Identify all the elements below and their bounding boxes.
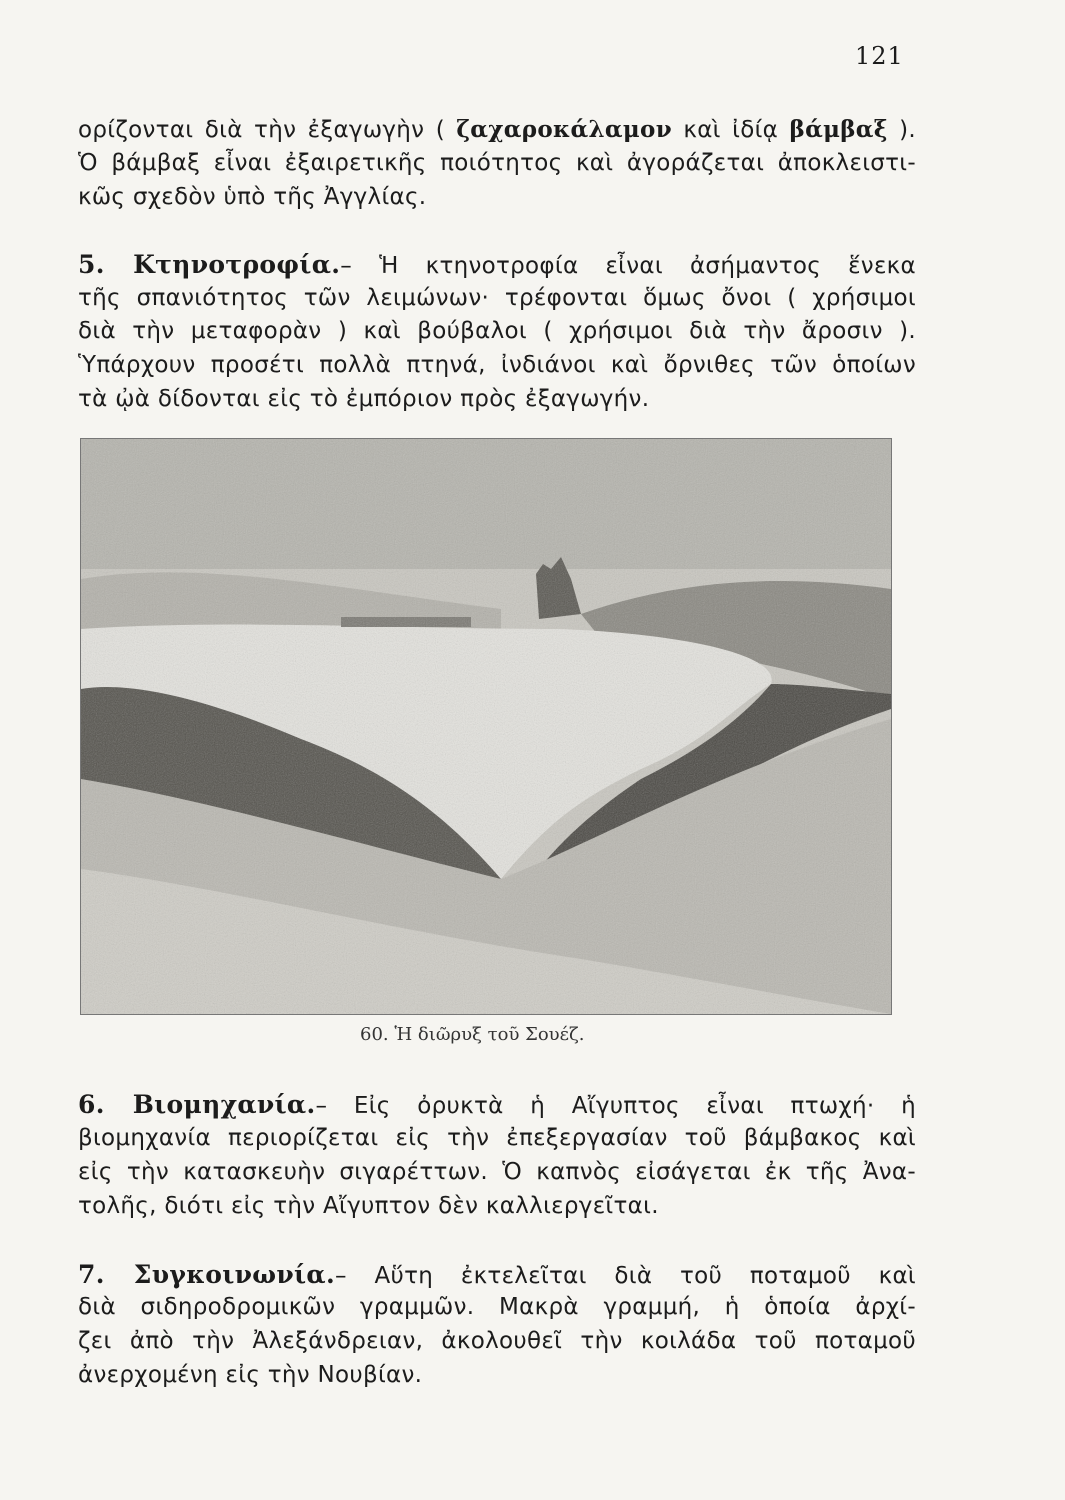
intro-text: καὶ ἰδίᾳ (671, 117, 790, 143)
section-5-text: – Ἡ κτηνοτροφία εἶναι ἀσήμαντος ἕνεκα (340, 253, 916, 279)
section-7-line-1 (78, 1262, 916, 1288)
section-6-line-2: βιομηχανία περιορίζεται εἰς τὴν ἐπεξεργασίαν τοῦ βάμβακος καὶ (78, 1125, 916, 1151)
section-7-heading: 7. Συγκοινωνία. (78, 1260, 335, 1289)
intro-text: ορίζονται διὰ τὴν ἐξαγωγὴν ( (78, 117, 457, 143)
bold-term-cotton: βάμβαξ (789, 116, 888, 143)
canal-landscape-illustration (81, 439, 891, 1014)
section-5-line-1 (78, 252, 916, 278)
section-5-line-2: τῆς σπανιότητος τῶν λειμώνων· τρέφονται ὅμως ὄνοι ( χρήσιμοι (78, 285, 916, 311)
intro-line-3: κῶς σχεδὸν ὑπὸ τῆς Ἀγγλίας. (78, 184, 427, 210)
photo-grain (81, 439, 891, 1014)
section-6-text: – Εἰς ὀρυκτὰ ἡ Αἴγυπτος εἶναι πτωχή· ἡ (315, 1093, 916, 1119)
bold-term-sugarcane: ζαχαροκάλαμον (456, 116, 672, 143)
section-7-line-4: ἀνερχομένη εἰς τὴν Νουβίαν. (78, 1362, 423, 1388)
section-6-line-1 (78, 1092, 916, 1118)
section-5-line-4: Ὑπάρχουν προσέτι πολλὰ πτηνά, ἰνδιάνοι καὶ ὄρνιθες τῶν ὁποίων (78, 352, 916, 378)
section-7-text: – Αὕτη ἐκτελεῖται διὰ τοῦ ποταμοῦ καὶ (334, 1263, 917, 1289)
section-5-line-5: τὰ ᾠὰ δίδονται εἰς τὸ ἐμπόριον πρὸς ἐξαγωγήν. (78, 386, 650, 412)
intro-line-2: Ὁ βάμβαξ εἶναι ἐξαιρετικῆς ποιότητος καὶ ἀγοράζεται ἀποκλειστι- (78, 150, 916, 176)
section-7-line-2: διὰ σιδηροδρομικῶν γραμμῶν. Μακρὰ γραμμή, ἡ ὁποία ἀρχί- (78, 1294, 916, 1320)
intro-line-1 (78, 118, 916, 142)
section-6-line-3: εἰς τὴν κατασκευὴν σιγαρέττων. Ὁ καπνὸς εἰσάγεται ἐκ τῆς Ἀνα- (78, 1159, 916, 1185)
figure-caption: 60. Ἡ διῶρυξ τοῦ Σουέζ. (360, 1024, 585, 1045)
suez-canal-photo (80, 438, 892, 1015)
section-5-line-3: διὰ τὴν μεταφορὰν ) καὶ βούβαλοι ( χρήσιμοι διὰ τὴν ἄροσιν ). (78, 318, 916, 344)
intro-text: ). (887, 117, 916, 143)
section-5-heading: 5. Κτηνοτροφία. (78, 250, 341, 279)
section-6-heading: 6. Βιομηχανία. (78, 1090, 316, 1119)
section-7-line-3: ζει ἀπὸ τὴν Ἀλεξάνδρειαν, ἀκολουθεῖ τὴν κοιλάδα τοῦ ποταμοῦ (78, 1328, 916, 1354)
page-number: 121 (855, 42, 904, 70)
section-6-line-4: τολῆς, διότι εἰς τὴν Αἴγυπτον δὲν καλλιεργεῖται. (78, 1193, 659, 1219)
